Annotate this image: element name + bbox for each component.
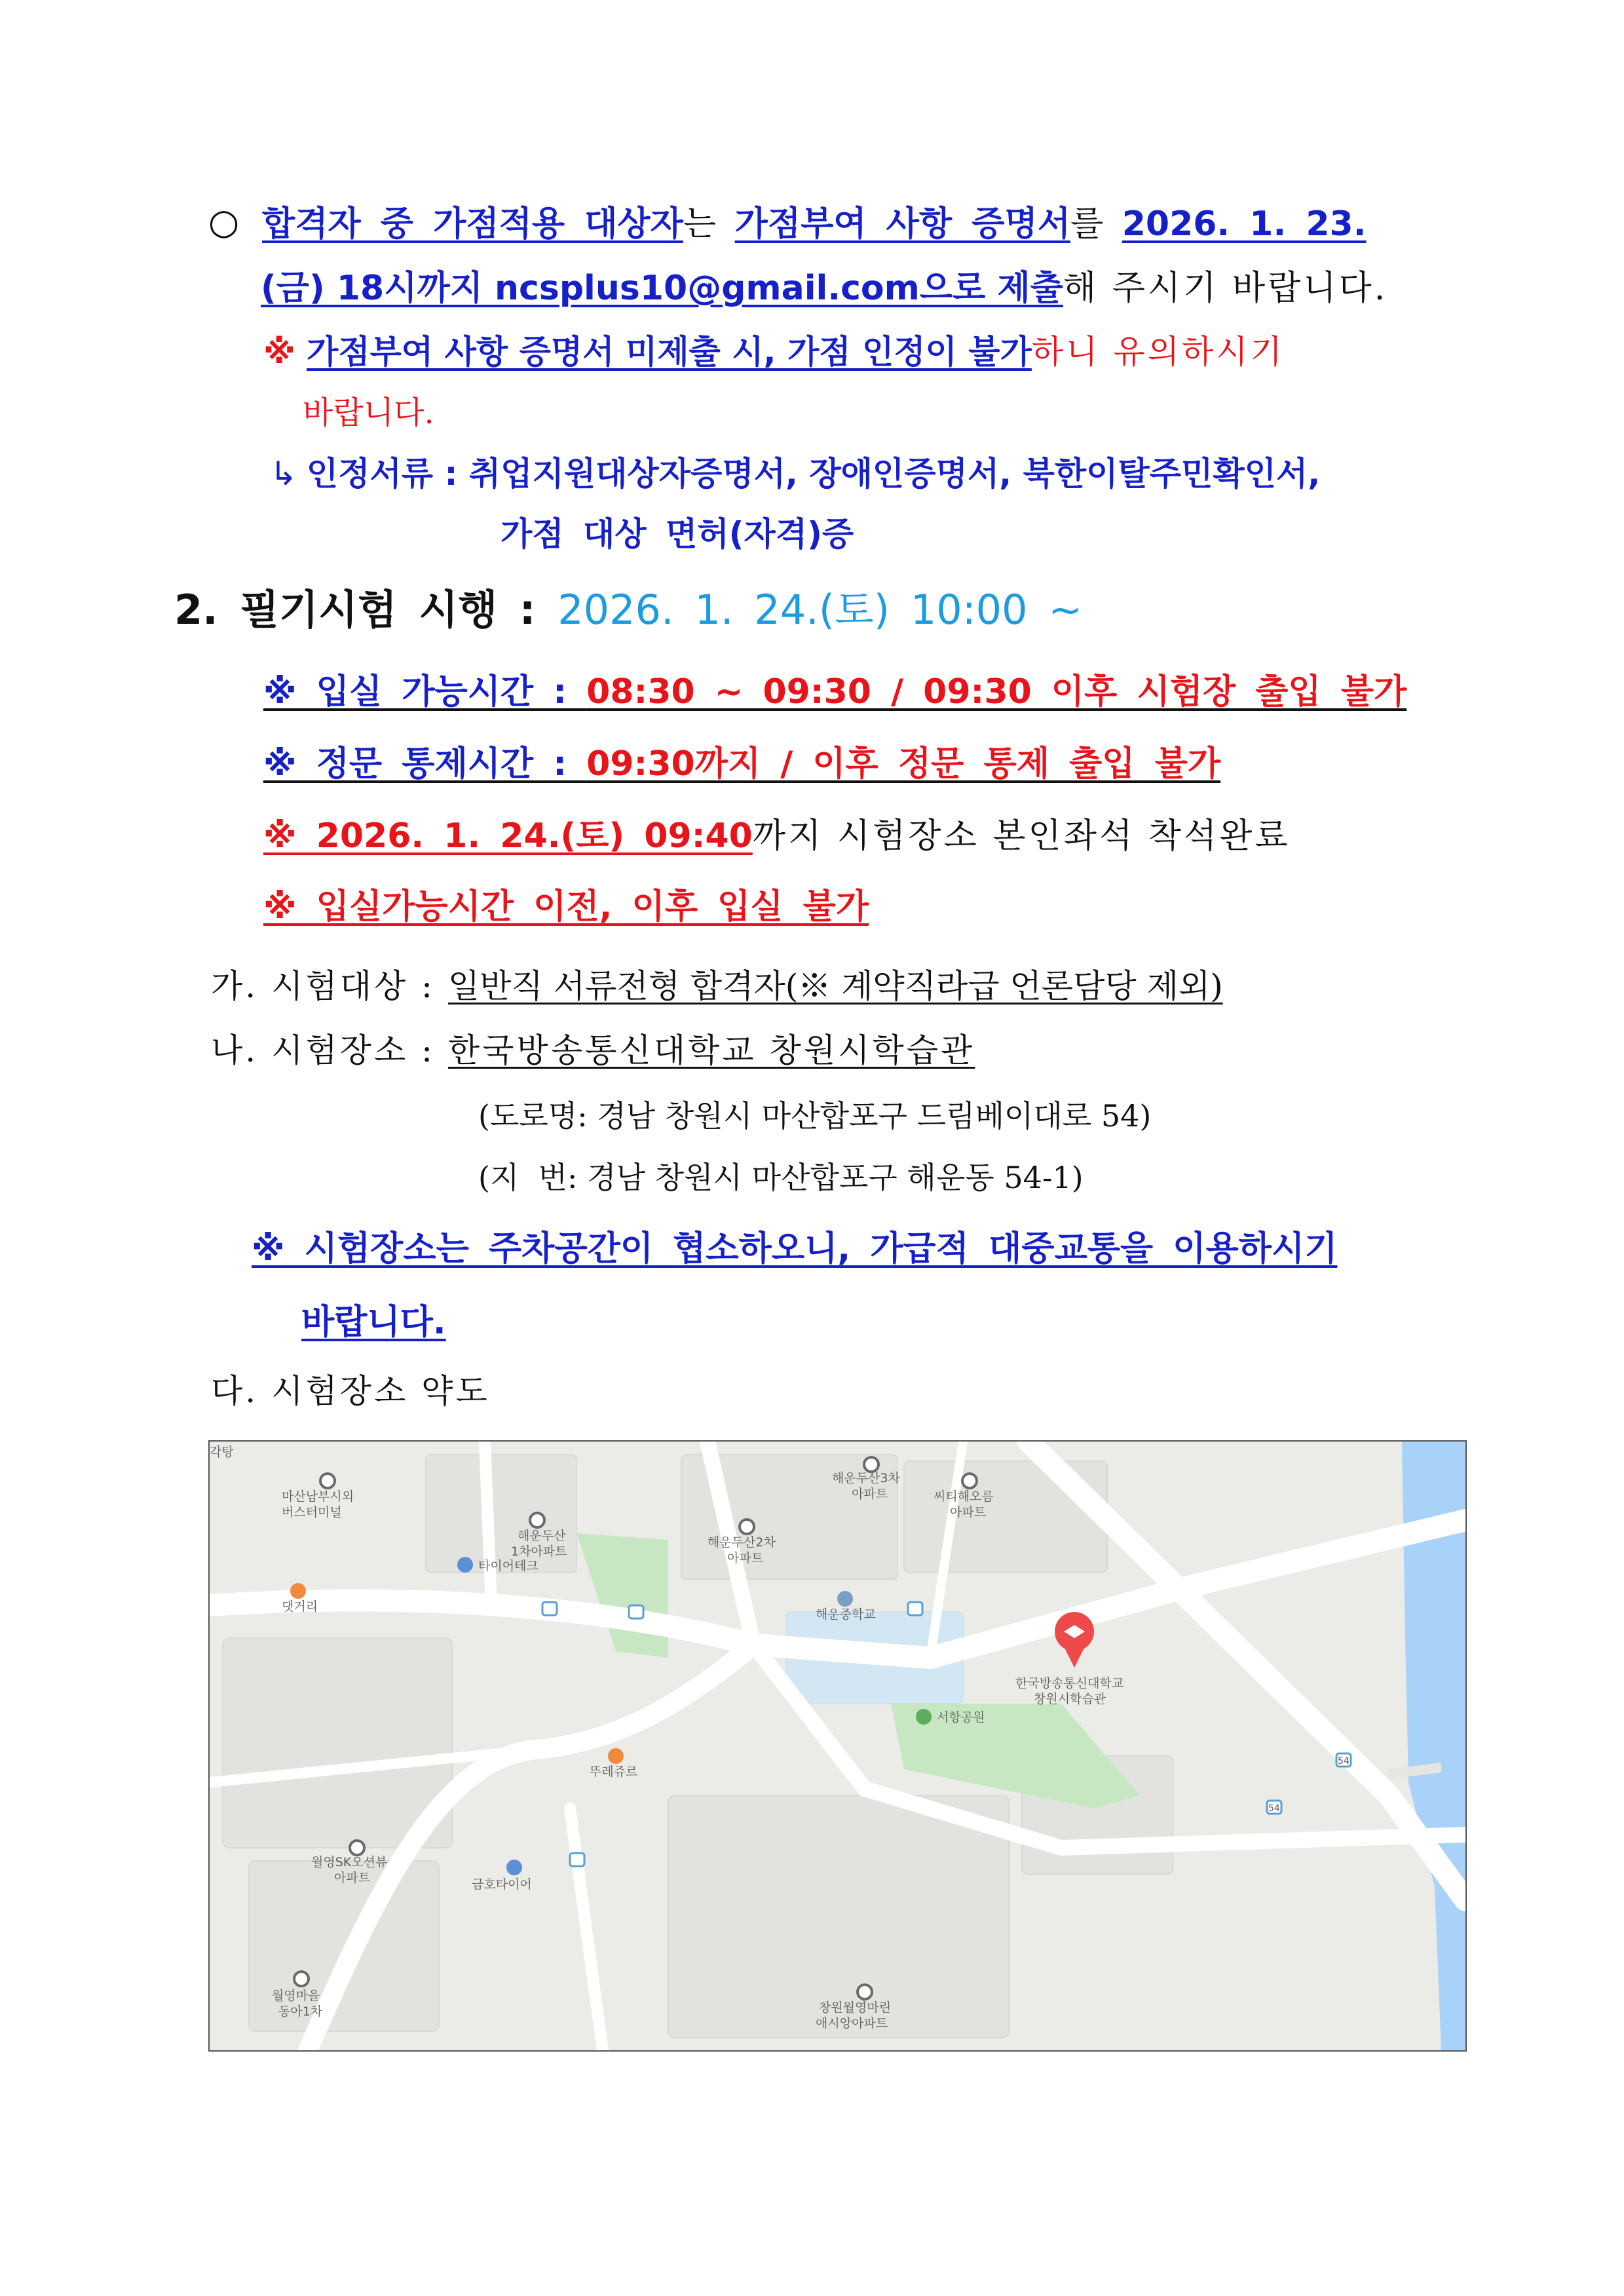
arrow-icon: ↳ [270,455,297,493]
notice-entry-time [263,672,1407,712]
map-label: 애시앙아파트 [816,2016,888,2031]
text-particle: 를 [1070,204,1122,244]
exam-datetime: 2026. 1. 24.(토) 10:00 ~ [557,586,1083,634]
submission-info: (금) 18시까지 ncsplus10@gmail.com으로 제출 [261,269,1063,308]
map-label: 댓거리 [282,1599,318,1614]
address-road: (도로명: 경남 창원시 마산합포구 드림베이대로 54) [478,1098,1152,1134]
map-label: 창원월영마린 [819,2000,892,2015]
target-group: 합격자 중 가점적용 대상자 [262,204,683,244]
map-label: 해운두산 [518,1529,566,1543]
notice-label: ※ 정문 통제시간 : [263,744,587,784]
field-label: 가. 시험대상 : [211,967,448,1005]
map-heading: 다. 시험장소 약도 [211,1372,490,1410]
section2-heading [174,586,1083,634]
location-map [208,1440,1467,2052]
map-label: 54 [1338,1756,1350,1767]
field-value: 한국방송통신대학교 창원시학습관 [447,1031,975,1069]
notice-text: 까지 시험장소 본인좌석 착석완료 [752,816,1291,856]
map-label: 해운두산2차 [708,1535,776,1550]
map-label: 아파트 [852,1487,888,1501]
notice-no-entry: ※ 입실가능시간 이전, 이후 입실 불가 [263,887,869,927]
closing-text: 해 주시기 바랍니다. [1063,269,1388,308]
notice-date: ※ 2026. 1. 24.(토) 09:40 [263,816,753,856]
deadline-date: 2026. 1. 23. [1122,204,1367,244]
note-tail: 하니 유의하시기 [1031,333,1285,371]
exam-target [211,967,1223,1005]
notice-seat-time [263,816,1291,856]
para1-line2 [261,269,1388,308]
map-label: 각탕 [210,1445,234,1459]
address-lot: (지 번: 경남 창원시 마산합포구 해운동 54-1) [478,1160,1084,1195]
text-particle: 는 [683,204,735,244]
para1-note [263,333,1285,371]
notice-label: ※ 입실 가능시간 : [263,672,587,712]
map-label: 창원시학습관 [1034,1692,1106,1706]
certificate-term: 가점부여 사항 증명서 [734,204,1070,244]
note-warning: 가점부여 사항 증명서 미제출 시, 가점 인정이 불가 [307,333,1032,371]
required-docs-cont: 가점 대상 면허(자격)증 [500,515,854,553]
parking-notice: ※ 시험장소는 주차공간이 협소하오니, 가급적 대중교통을 이용하시기 [252,1229,1338,1269]
bullet-circle: ○ [208,201,240,242]
map-label: 마산남부시외 [282,1489,354,1504]
map-label: 버스터미널 [282,1505,342,1520]
para1-note-cont: 바랍니다. [303,394,434,431]
map-label: 타이어테크 [478,1559,538,1573]
parking-notice-cont: 바랍니다. [301,1303,446,1342]
map-label: 월영마을 [272,1989,320,2003]
map-label: 54 [1268,1803,1280,1814]
map-label: 금호타이어 [472,1877,532,1892]
map-label: 해운중학교 [816,1607,876,1622]
notice-value: 08:30 ~ 09:30 / 09:30 이후 시험장 출입 불가 [586,672,1407,712]
map-label: 월영SK오션뷰 [311,1855,388,1869]
field-value: 일반직 서류전형 합격자(※ 계약직라급 언론담당 제외) [447,967,1223,1005]
note-mark: ※ [263,333,307,371]
map-label: 한국방송통신대학교 [1015,1676,1124,1691]
map-label: 아파트 [727,1551,764,1565]
map-label: 동아1차 [278,2004,323,2019]
docs-list: 인정서류 : 취업지원대상자증명서, 장애인증명서, 북한이탈주민확인서, [306,455,1321,493]
map-label: 뚜레쥬르 [590,1765,638,1779]
map-label: 해운두산3차 [832,1471,900,1485]
notice-value: 09:30까지 / 이후 정문 통제 출입 불가 [586,744,1221,784]
map-label: 씨티해오름 [934,1489,994,1504]
para1-line1 [262,204,1367,244]
map-label: 1차아파트 [511,1544,567,1559]
map-canvas [210,1442,1465,2050]
map-label: 아파트 [334,1871,371,1885]
section-title: 2. 필기시험 시행 : [174,586,558,634]
map-label: 서항공원 [937,1710,985,1725]
notice-gate-time [263,744,1221,784]
exam-location [211,1031,975,1069]
required-docs [270,455,1321,493]
field-label: 나. 시험장소 : [211,1031,448,1069]
map-label: 아파트 [950,1505,987,1520]
